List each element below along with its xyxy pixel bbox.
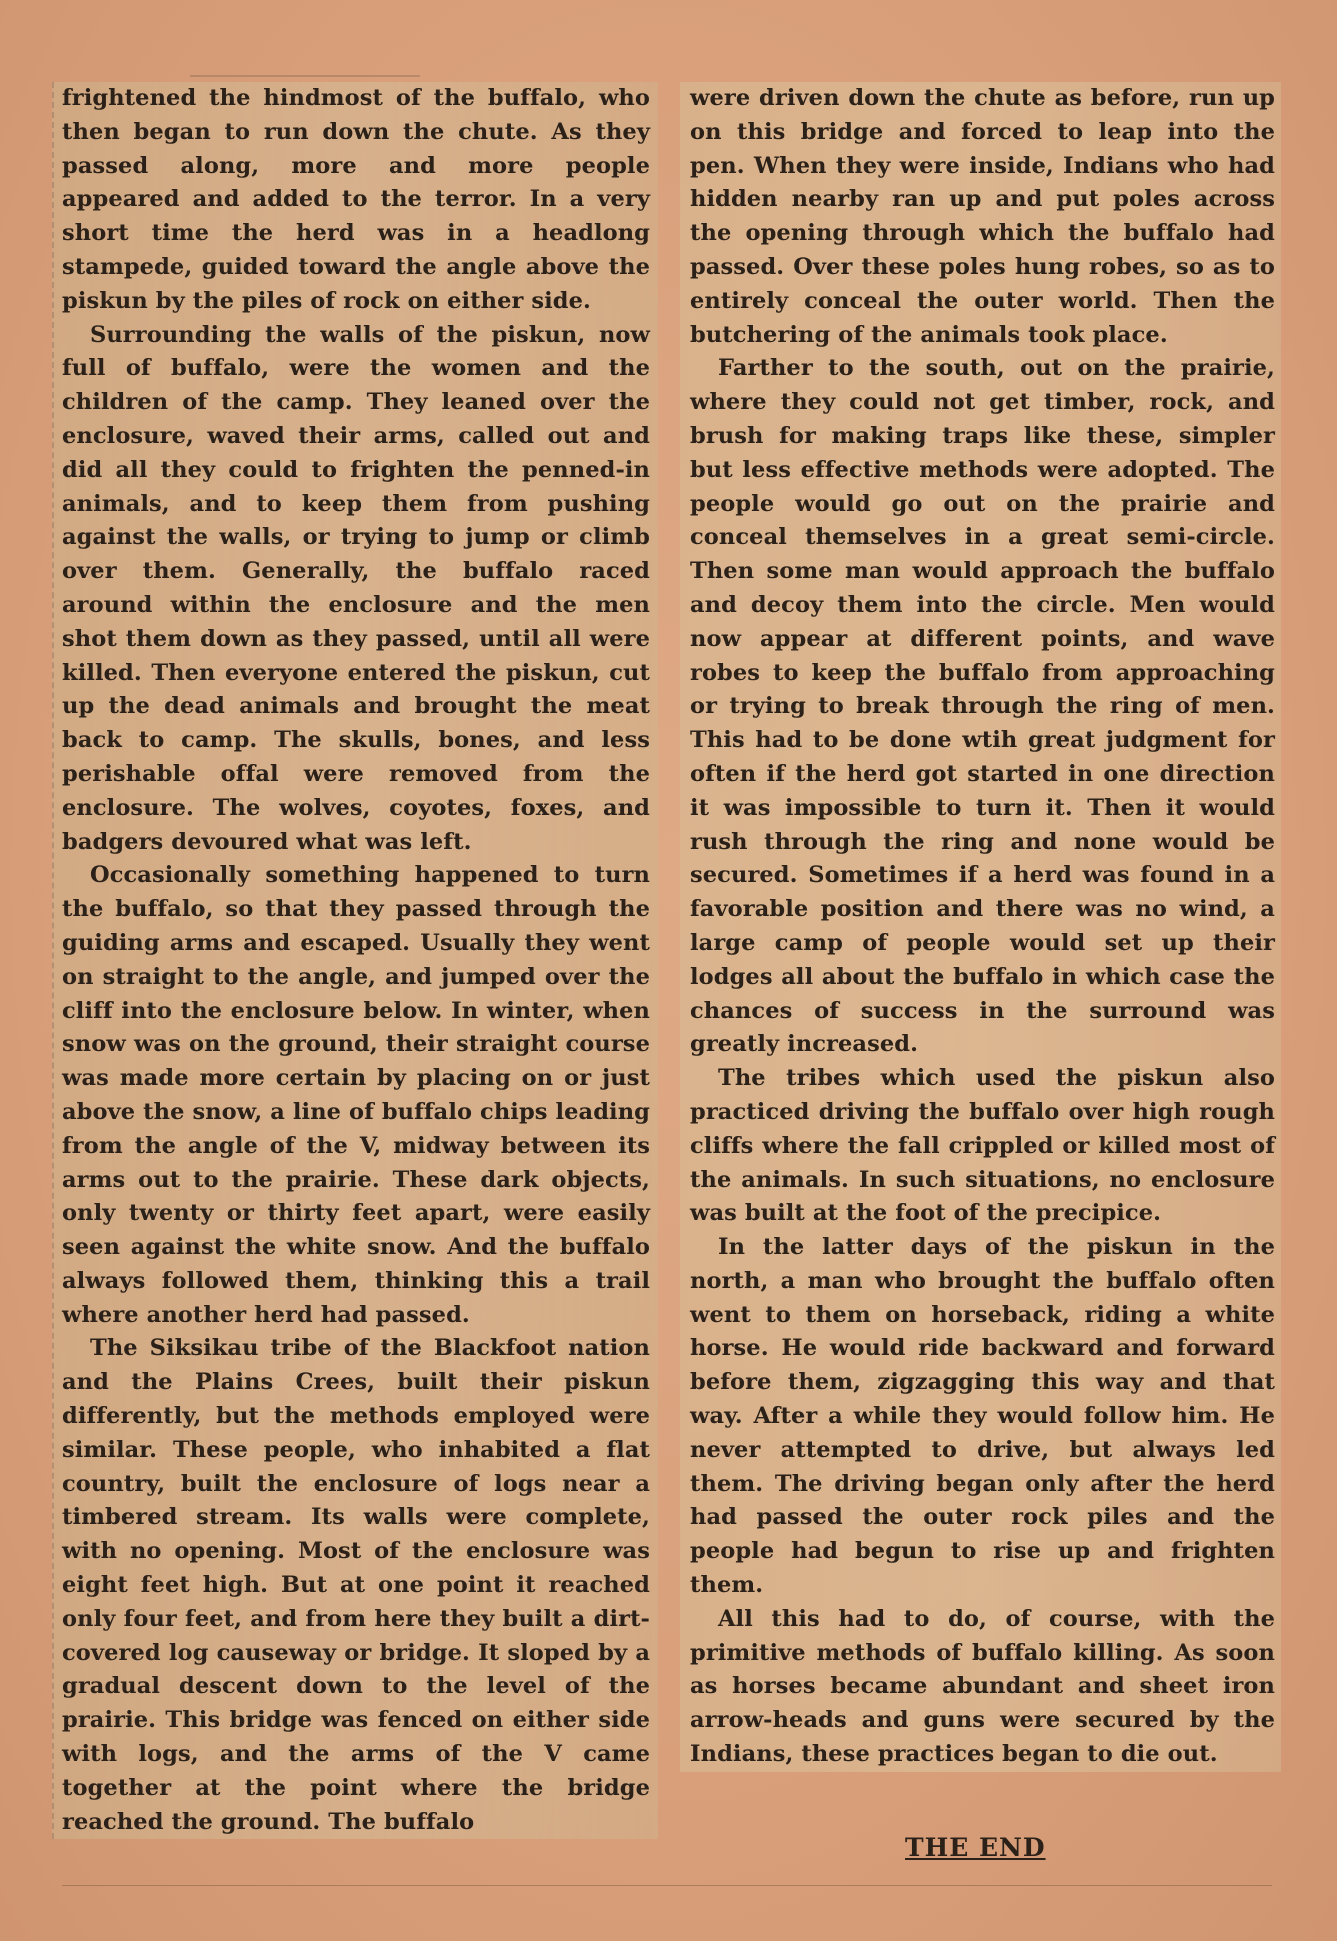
right-text-column (680, 82, 1281, 1772)
left-text-column (52, 82, 658, 1839)
paragraph: Surrounding the walls of the piskun, now full of buffalo, were the women and the children of the camp. They leaned over the enclosure, waved their arms, called out and did all they could to frighten the penned-in animals, and to keep them from pushing against the walls, or trying to jump or climb over them. Generally, the buffalo raced around within the enclosure and the men shot them down as they passed, until all were killed. Then everyone entered the piskun, cut up the dead animals and brought the meat back to camp. The skulls, bones, and less perishable offal were removed from the enclosure. The wolves, coyotes, foxes, and badgers devoured what was left. (62, 321, 650, 855)
paragraph: were driven down the chute as before, run up on this bridge and forced to leap into the pen. When they were inside, Indians who had hidden nearby ran up and put poles across the opening through which the buffalo had passed. Over these poles hung robes, so as to entirely conceal the outer world. Then the butchering of the animals took place. (690, 85, 1275, 348)
paragraph: Farther to the south, out on the prairie, where they could not get timber, rock, and brush for making traps like these, simpler but less effective methods were adopted. The people would go out on the prairie and conceal themselves in a great semi-circle. Then some man would approach the buffalo and decoy them into the circle. Men would now appear at different points, and wave robes to keep the buffalo from approaching or trying to break through the ring of men. This had to be done wtih great judgment for often if the herd got started in one direction it was impossible to turn it. Then it would rush through the ring and none would be secured. Sometimes if a herd was found in a favorable position and there was no wind, a large camp of people would set up their lodges all about the buffalo in which case the chances of success in the surround was greatly increased. (690, 355, 1275, 1058)
top-rule (190, 75, 420, 77)
paragraph: The Siksikau tribe of the Blackfoot nation and the Plains Crees, built their piskun differently, but the methods employed were similar. These people, who inhabited a flat country, built the enclosure of logs near a timbered stream. Its walls were complete, with no opening. Most of the enclosure was eight feet high. But at one point it reached only four feet, and from here they built a dirt-covered log causeway or bridge. It sloped by a gradual descent down to the level of the prairie. This bridge was fenced on either side with logs, and the arms of the V came together at the point where the bridge reached the ground. The buffalo (62, 1335, 650, 1835)
bottom-rule (62, 1885, 1272, 1886)
paragraph: frightened the hindmost of the buffalo, who then began to run down the chute. As they passed along, more and more people appeared and added to the terror. In a very short time the herd was in a headlong stampede, guided toward the angle above the piskun by the piles of rock on either side. (62, 85, 650, 314)
paragraph: All this had to do, of course, with the primitive methods of buffalo killing. As soon as horses became abundant and sheet iron arrow-heads and guns were secured by the Indians, these practices began to die out. (690, 1605, 1275, 1768)
the-end-label: THE END (905, 1833, 1046, 1862)
paragraph: The tribes which used the piskun also practiced driving the buffalo over high rough cliffs where the fall crippled or killed most of the animals. In such situations, no enclosure was built at the foot of the precipice. (690, 1065, 1275, 1227)
paragraph: In the latter days of the piskun in the north, a man who brought the buffalo often went to them on horseback, riding a white horse. He would ride backward and forward before them, zigzagging this way and that way. After a while they would follow him. He never attempted to drive, but always led them. The driving began only after the herd had passed the outer rock piles and the people had begun to rise up and frighten them. (690, 1234, 1275, 1599)
paragraph: Occasionally something happened to turn the buffalo, so that they passed through the guiding arms and escaped. Usually they went on straight to the angle, and jumped over the cliff into the enclosure below. In winter, when snow was on the ground, their straight course was made more certain by placing on or just above the snow, a line of buffalo chips leading from the angle of the V, midway between its arms out to the prairie. These dark objects, only twenty or thirty feet apart, were easily seen against the white snow. And the buffalo always followed them, thinking this a trail where another herd had passed. (62, 862, 650, 1328)
